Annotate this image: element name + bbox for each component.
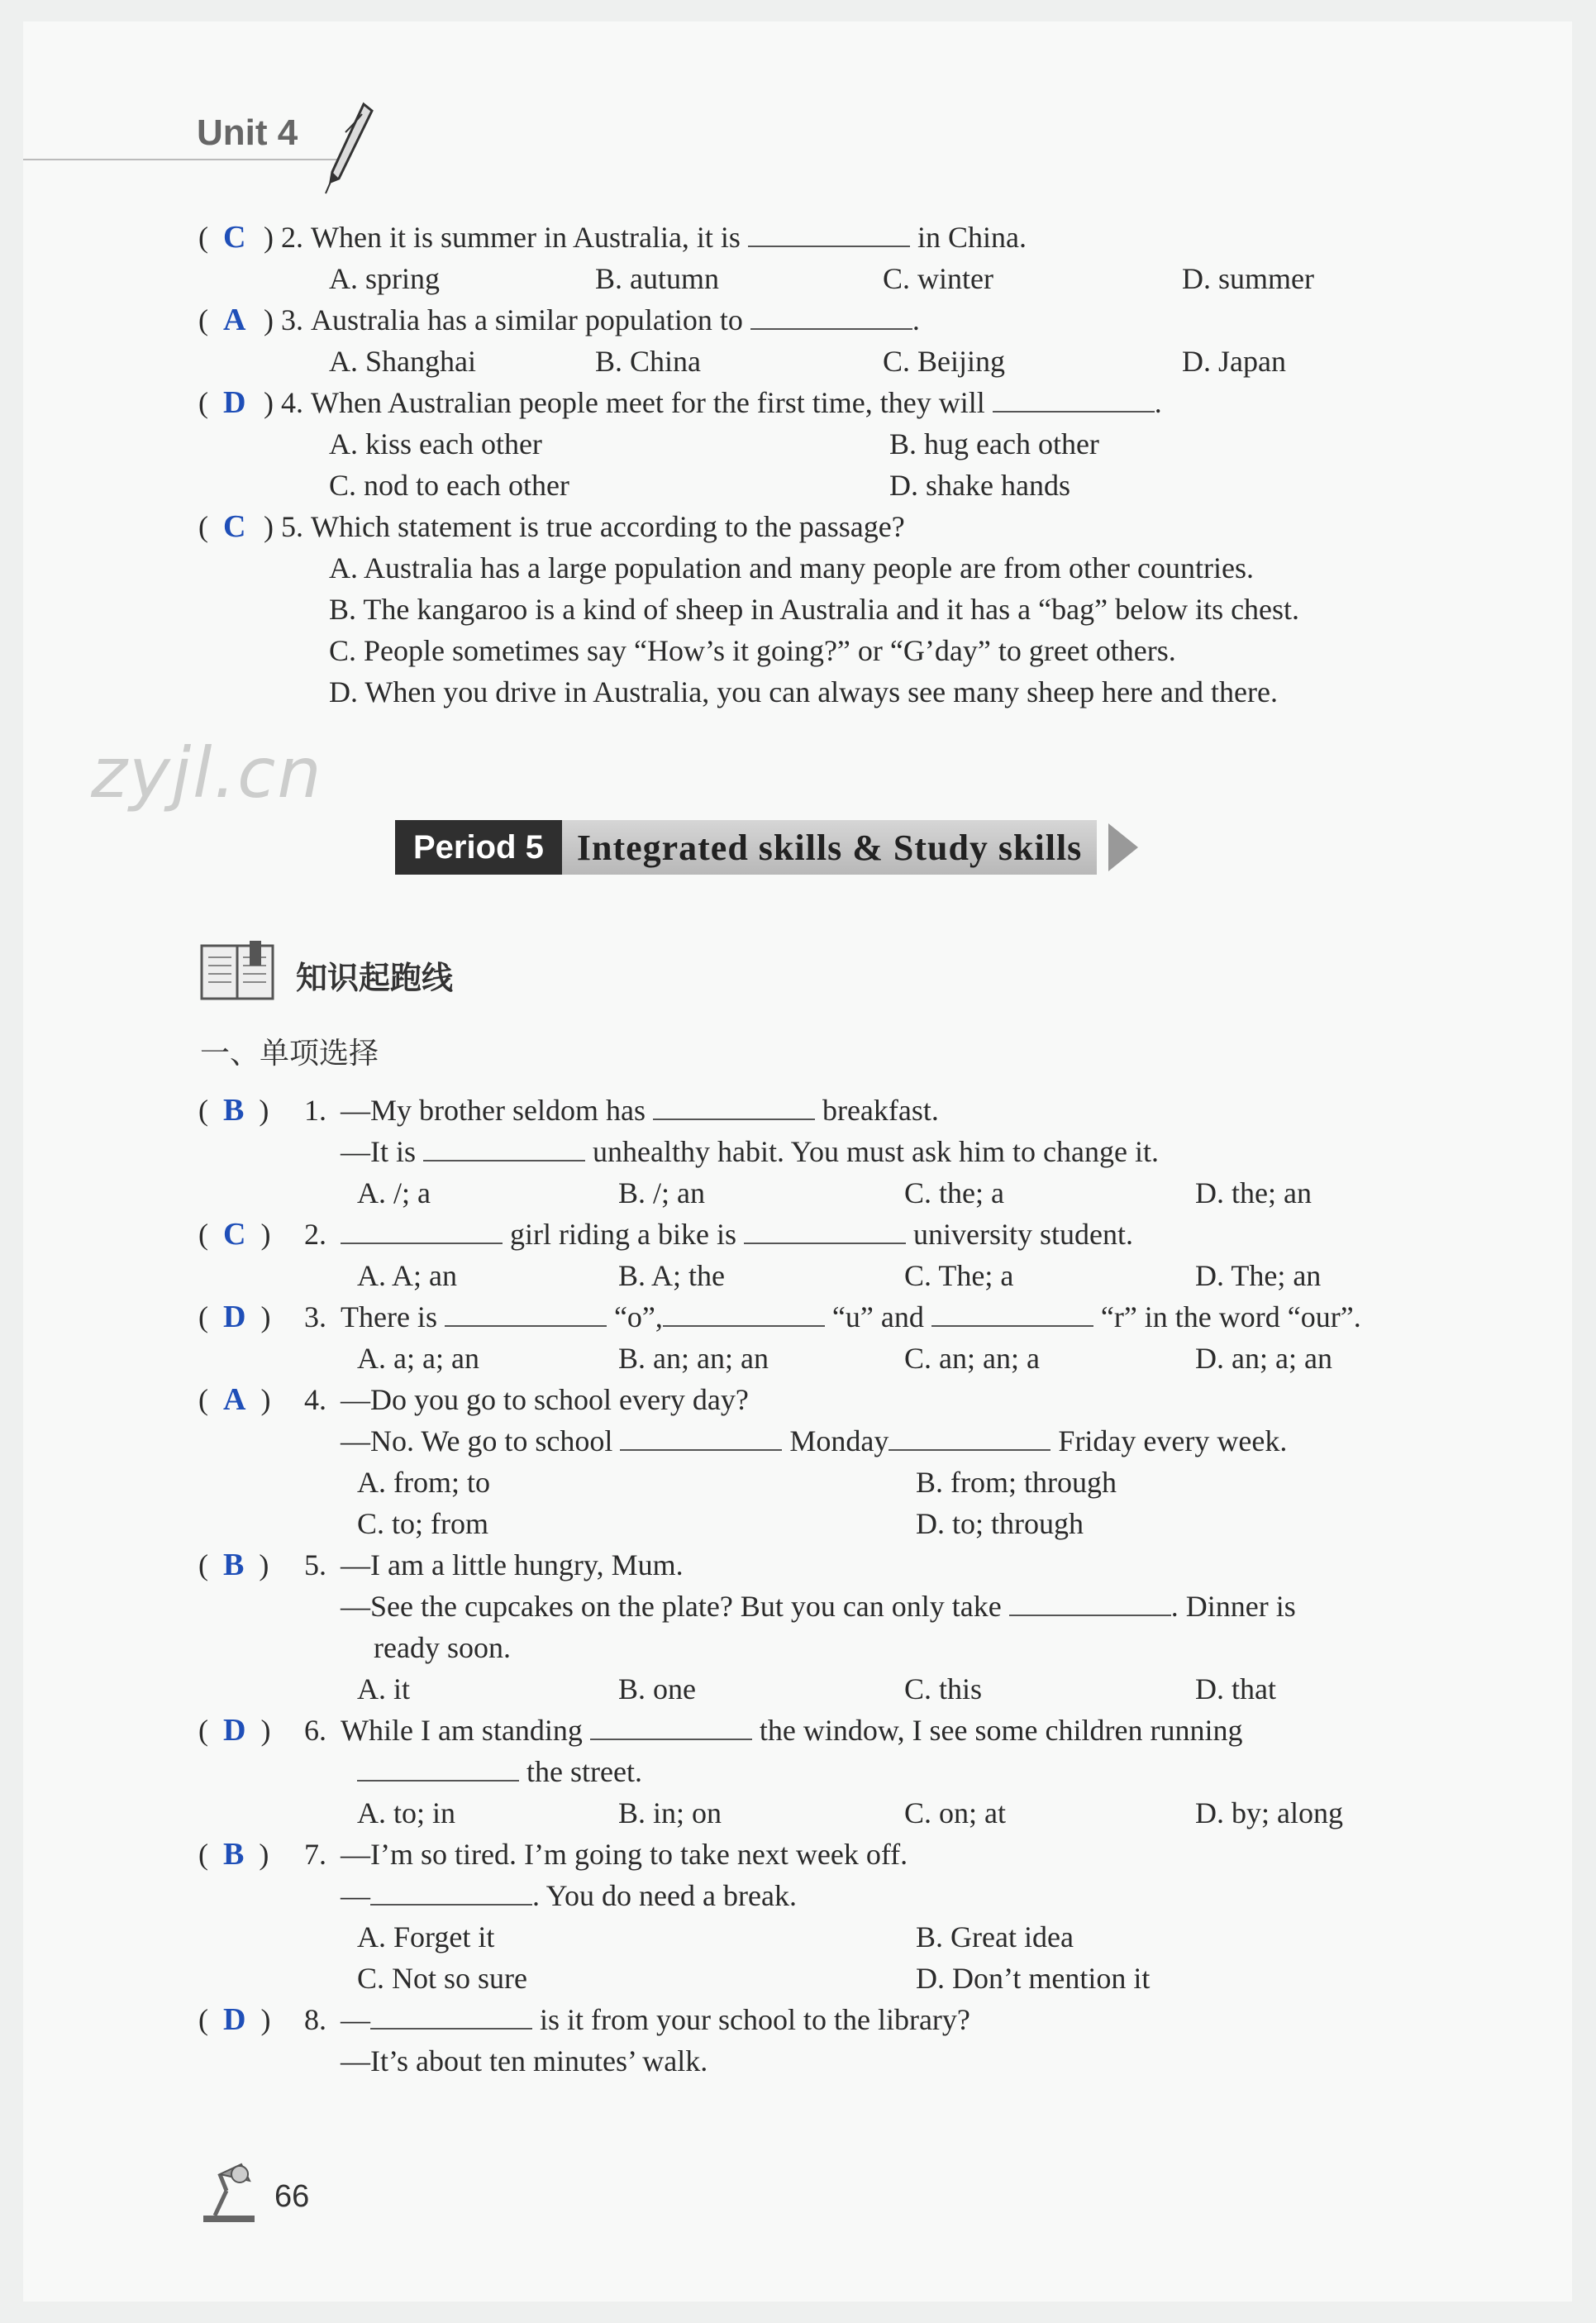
option: C. the; a — [904, 1176, 1004, 1209]
question-s1-3: ( A ) 3. Australia has a similar population to . — [198, 303, 920, 337]
option: C. this — [904, 1672, 983, 1705]
option: A. it — [357, 1672, 411, 1705]
option: B. one — [618, 1672, 696, 1705]
question-s1-2: ( C ) 2. When it is summer in Australia, it is in China. — [198, 220, 1027, 255]
answer: B — [223, 1548, 245, 1582]
option: A. Australia has a large population and many people are from other countries. — [329, 551, 1254, 584]
option: A. spring — [329, 262, 440, 295]
question-s2-7: ( B ) 7. —I’m so tired. I’m going to take next week off. — . You do need a break. A. Forget it B. Great idea C. Not so sure D. Don’t mention it — [198, 1834, 1521, 1999]
question-s1-5: ( C ) 5. Which statement is true according to the passage? — [198, 509, 905, 544]
question-s2-2: ( C ) 2. girl riding a bike is university student. A. A; an B. A; the C. The; a D. The; an — [198, 1214, 1521, 1296]
option: C. The; a — [904, 1259, 1014, 1292]
answer-blank — [744, 1216, 906, 1244]
answer-blank — [1009, 1588, 1171, 1616]
option: D. summer — [1182, 262, 1314, 295]
answer: D — [223, 1300, 246, 1334]
option: B. The kangaroo is a kind of sheep in Australia and it has a “bag” below its chest. — [329, 593, 1300, 626]
option: A. a; a; an — [357, 1342, 479, 1375]
answer-blank — [370, 2001, 532, 2030]
period-label: Period 5 — [395, 820, 562, 875]
option: C. People sometimes say “How’s it going?” or “G’day” to greet others. — [329, 634, 1176, 667]
question-s2-4: ( A ) 4. —Do you go to school every day? —No. We go to school Monday Friday every week. A. from; to B. from; through C. to; from D. to; through — [198, 1379, 1521, 1544]
option: D. to; through — [916, 1507, 1084, 1540]
page — [23, 21, 1572, 2302]
option: B. in; on — [618, 1796, 722, 1829]
question-s2-5: ( B ) 5. —I am a little hungry, Mum. —See the cupcakes on the plate? But you can only take . Dinner is ready soon. A. it B. one C. this D. that — [198, 1544, 1521, 1710]
option: D. that — [1195, 1672, 1276, 1705]
part-heading: 一、单项选择 — [200, 1037, 379, 1071]
option: D. an; a; an — [1195, 1342, 1332, 1375]
option: B. from; through — [916, 1466, 1117, 1499]
answer-blank — [663, 1299, 825, 1327]
answer-blank — [423, 1133, 585, 1162]
option: B. autumn — [595, 262, 719, 295]
option: C. winter — [883, 262, 993, 295]
book-icon — [198, 941, 278, 1004]
answer-blank — [445, 1299, 607, 1327]
option: A. kiss each other — [329, 427, 542, 460]
option: D. by; along — [1195, 1796, 1343, 1829]
unit-title: Unit 4 — [197, 112, 298, 153]
answer: C — [223, 220, 246, 255]
option: C. an; an; a — [904, 1342, 1040, 1375]
option: D. When you drive in Australia, you can always see many sheep here and there. — [329, 675, 1278, 708]
period-banner — [395, 820, 1141, 875]
option: D. Don’t mention it — [916, 1962, 1151, 1995]
answer: A — [223, 303, 246, 337]
option: B. hug each other — [889, 427, 1099, 460]
option: C. nod to each other — [329, 469, 569, 502]
option: B. China — [595, 345, 702, 378]
option: D. The; an — [1195, 1259, 1322, 1292]
question-s1-4: ( D ) 4. When Australian people meet for the first time, they will . — [198, 385, 1162, 420]
answer-blank — [889, 1423, 1051, 1451]
answer-blank — [357, 1753, 519, 1782]
option: C. Not so sure — [357, 1962, 527, 1995]
header-rule — [23, 159, 345, 160]
answer: D — [223, 385, 246, 420]
answer-blank — [653, 1092, 815, 1120]
option: C. Beijing — [883, 345, 1006, 378]
option: B. /; an — [618, 1176, 705, 1209]
options-s1-4 — [329, 423, 1321, 506]
desk-lamp-icon — [198, 2159, 264, 2225]
option: A. Forget it — [357, 1920, 495, 1953]
arrow-right-icon — [1105, 820, 1141, 875]
page-number: 66 — [274, 2179, 310, 2214]
option: A. A; an — [357, 1259, 457, 1292]
option: D. the; an — [1195, 1176, 1312, 1209]
period-title: Integrated skills & Study skills — [562, 820, 1097, 875]
watermark: zyjl.cn — [91, 732, 323, 813]
question-s2-3: ( D ) 3. There is “o”, “u” and “r” in the word “our”. A. a; a; an B. an; an; an C. an; an; a D. an; a; an — [198, 1296, 1554, 1379]
option: B. Great idea — [916, 1920, 1074, 1953]
answer: D — [223, 2002, 246, 2037]
options-s1-5 — [329, 547, 1486, 713]
option: A. Shanghai — [329, 345, 476, 378]
option: B. an; an; an — [618, 1342, 769, 1375]
option: D. shake hands — [889, 469, 1070, 502]
answer-blank — [620, 1423, 782, 1451]
knowledge-heading: 知识起跑线 — [296, 960, 454, 996]
question-s2-1: ( B ) 1. —My brother seldom has breakfast. —It is unhealthy habit. You must ask him to change it. A. /; a B. /; an C. the; a D. the; an — [198, 1090, 1521, 1214]
option: A. /; a — [357, 1176, 431, 1209]
answer-blank — [370, 1877, 532, 1906]
answer: B — [223, 1837, 245, 1872]
option: C. on; at — [904, 1796, 1006, 1829]
answer-blank — [341, 1216, 503, 1244]
answer: D — [223, 1713, 246, 1748]
question-s2-8: ( D ) 8. — is it from your school to the library? —It’s about ten minutes’ walk. — [198, 2002, 970, 2077]
answer: B — [223, 1093, 245, 1128]
answer: C — [223, 1217, 246, 1252]
option: D. Japan — [1182, 345, 1286, 378]
option: C. to; from — [357, 1507, 488, 1540]
answer-blank — [750, 302, 912, 330]
answer: C — [223, 509, 246, 544]
answer: A — [223, 1382, 246, 1417]
option: B. A; the — [618, 1259, 726, 1292]
answer-blank — [993, 384, 1155, 413]
question-s2-6: ( D ) 6. While I am standing the window, I see some children running the street. A. to; in B. in; on C. on; at D. by; along — [198, 1710, 1521, 1834]
option: A. from; to — [357, 1466, 490, 1499]
answer-blank — [931, 1299, 1093, 1327]
pen-icon — [321, 99, 379, 198]
option: A. to; in — [357, 1796, 456, 1829]
answer-blank — [748, 219, 910, 247]
answer-blank — [590, 1712, 752, 1740]
